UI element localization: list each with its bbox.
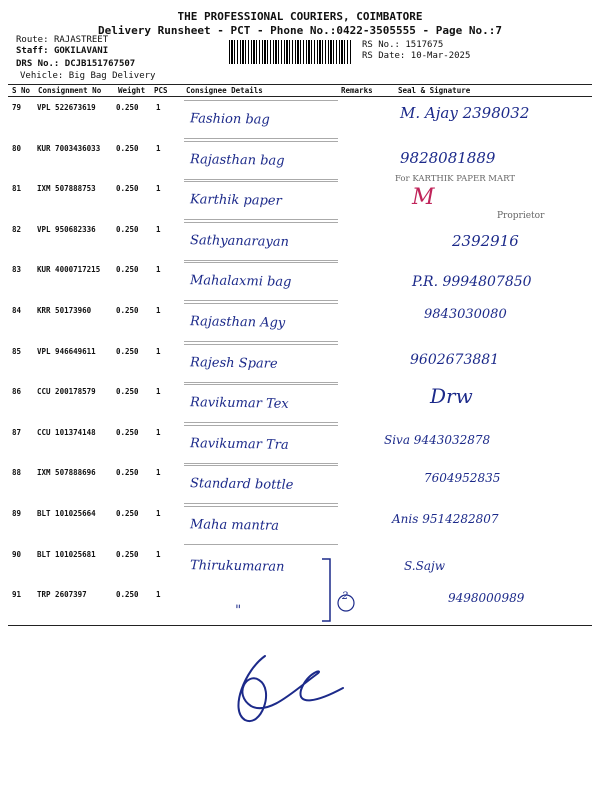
- row-consignment-no: IXM 507888753: [37, 184, 96, 194]
- row-pcs: 1: [156, 306, 161, 315]
- row-sno: 83: [12, 265, 22, 275]
- row-sno: 89: [12, 509, 22, 518]
- row-consignee: Sathyanarayan: [189, 232, 290, 250]
- row-weight: 0.250: [116, 306, 139, 315]
- row-sno: 85: [12, 346, 22, 356]
- col-header-consignee: Consignee Details: [186, 86, 263, 95]
- col-header-pcs: PCS: [154, 86, 168, 95]
- row-consignment-no: TRP 2607397: [37, 590, 87, 600]
- row-consignee: Ravikumar Tra: [189, 435, 289, 453]
- row-weight: 0.250: [116, 590, 139, 600]
- route-label: Route:: [16, 35, 49, 45]
- rs-no-line: [362, 40, 443, 50]
- row-consignee: Ravikumar Tex: [189, 395, 289, 413]
- row-consignment-no: VPL 950682336: [37, 224, 96, 234]
- row-pcs: 1: [156, 549, 161, 559]
- row-signature: 9828081889: [400, 148, 496, 167]
- table-row: [0, 382, 600, 423]
- row-signature: 9843030080: [424, 307, 507, 322]
- row-consignee: Rajesh Spare: [189, 354, 278, 372]
- row-sno: 84: [12, 306, 22, 315]
- seal-stamp-name: For KARTHIK PAPER MART: [395, 174, 516, 184]
- row-pcs: 1: [156, 468, 161, 478]
- row-pcs: 1: [156, 346, 161, 356]
- table-row: [0, 504, 600, 545]
- row-pcs: 1: [156, 184, 161, 194]
- row-consignee: Karthik paper: [189, 192, 282, 209]
- table-row: [0, 220, 600, 261]
- vehicle-label: Vehicle:: [20, 71, 64, 81]
- row-sno: 90: [12, 549, 22, 559]
- table-bottom-rule: [8, 625, 592, 626]
- row-signature: S.Sajw: [404, 558, 445, 573]
- table-row: [0, 98, 600, 139]
- row-weight: 0.250: [116, 468, 139, 478]
- row-consignment-no: BLT 101025681: [37, 549, 96, 559]
- signature-scribble-icon: [225, 650, 355, 730]
- vehicle-line: [20, 71, 155, 81]
- row-signature: M. Ajay 2398032: [400, 104, 530, 122]
- row-consignment-no: VPL 946649611: [37, 346, 96, 356]
- row-signature: 2392916: [452, 231, 519, 250]
- row-sno: 87: [12, 427, 22, 437]
- vehicle-value: Big Bag Delivery: [68, 71, 156, 81]
- rs-date-value: 10-Mar-2025: [410, 51, 471, 61]
- row-weight: 0.250: [116, 509, 139, 518]
- row-signature: P.R. 9994807850: [412, 274, 532, 291]
- row-consignment-no: KUR 4000717215: [37, 265, 101, 275]
- row-consignment-no: VPL 522673619: [37, 103, 96, 112]
- row-weight: 0.250: [116, 103, 139, 112]
- col-header-signature: Seal & Signature: [398, 86, 471, 95]
- seal-stamp-title: Proprietor: [497, 211, 545, 221]
- row-pcs: 1: [156, 265, 161, 275]
- row-consignment-no: KUR 7003436033: [37, 143, 101, 153]
- table-row: [0, 463, 600, 504]
- barcode-icon: [229, 40, 352, 64]
- row-consignee: Maha mantra: [189, 517, 280, 534]
- route-line: [16, 35, 108, 45]
- col-header-weight: Weight: [118, 86, 146, 95]
- runsheet-subtitle: Delivery Runsheet - PCT - Phone No.:0422-3505555 - Page No.:7: [98, 24, 502, 37]
- col-header-remarks: Remarks: [341, 86, 373, 95]
- row-consignment-no: KRR 50173960: [37, 306, 92, 315]
- row-consignee: Fashion bag: [189, 111, 270, 128]
- row-sno: 82: [12, 224, 22, 234]
- rs-date-label: RS Date:: [362, 51, 406, 61]
- row-weight: 0.250: [116, 427, 139, 437]
- row-signature: 7604952835: [424, 471, 501, 486]
- row-sno: 86: [12, 387, 22, 397]
- rs-no-value: 1517675: [405, 40, 444, 50]
- rs-date-line: [362, 51, 470, 61]
- row-consignee: Standard bottle: [189, 476, 294, 494]
- table-row: [0, 423, 600, 464]
- staff-label: Staff:: [16, 46, 49, 56]
- row-pcs: 1: [156, 103, 161, 112]
- row-weight: 0.250: [116, 184, 139, 194]
- row-sno: 79: [12, 103, 22, 112]
- row-pcs: 1: [156, 590, 161, 600]
- row-signature: Drw: [430, 384, 473, 409]
- row-consignee: Rajasthan Agy: [189, 314, 286, 331]
- row-consignee: ": [234, 603, 242, 619]
- row-pcs: 1: [156, 509, 161, 518]
- drs-line: [16, 59, 135, 69]
- col-header-consignment: Consignment No: [38, 86, 102, 95]
- row-sno: 91: [12, 590, 22, 600]
- bracket-note: 2: [342, 591, 349, 602]
- row-weight: 0.250: [116, 265, 139, 275]
- row-consignee: Thirukumaran: [189, 557, 285, 575]
- staff-value: GOKILAVANI: [53, 46, 109, 56]
- header-bottom-rule: [8, 96, 592, 97]
- row-signature: Siva 9443032878: [384, 432, 491, 447]
- row-pcs: 1: [156, 143, 161, 153]
- row-weight: 0.250: [116, 224, 139, 234]
- staff-line: [16, 46, 108, 56]
- row-weight: 0.250: [116, 549, 139, 559]
- row-sno: 81: [12, 184, 22, 194]
- drs-label: DRS No.:: [16, 59, 60, 69]
- row-consignment-no: CCU 101374148: [37, 427, 96, 437]
- row-signature: M: [412, 185, 435, 211]
- row-sno: 80: [12, 143, 22, 153]
- bracket-mark: [300, 555, 360, 625]
- rs-no-label: RS No.:: [362, 40, 400, 50]
- route-value: RAJASTREET: [53, 35, 109, 45]
- row-pcs: 1: [156, 224, 161, 234]
- row-signature: Anis 9514282807: [392, 512, 499, 526]
- row-weight: 0.250: [116, 346, 139, 356]
- company-title: THE PROFESSIONAL COURIERS, COIMBATORE: [177, 10, 423, 23]
- table-row: [0, 301, 600, 342]
- row-weight: 0.250: [116, 387, 139, 397]
- row-consignment-no: BLT 101025664: [37, 509, 96, 518]
- row-weight: 0.250: [116, 143, 139, 153]
- row-pcs: 1: [156, 387, 161, 397]
- row-consignee: Mahalaxmi bag: [189, 273, 292, 291]
- row-consignment-no: CCU 200178579: [37, 387, 96, 397]
- row-consignee: Rajasthan bag: [189, 151, 285, 169]
- row-signature: 9498000989: [448, 591, 525, 606]
- row-signature: 9602673881: [410, 351, 500, 368]
- drs-value: DCJB151767507: [64, 59, 136, 69]
- row-sno: 88: [12, 468, 22, 478]
- row-pcs: 1: [156, 427, 161, 437]
- table-row: [0, 342, 600, 383]
- header-top-rule: [8, 84, 592, 85]
- table-row: [0, 260, 600, 301]
- col-header-sno: S No: [12, 86, 31, 95]
- row-consignment-no: IXM 507888696: [37, 468, 96, 478]
